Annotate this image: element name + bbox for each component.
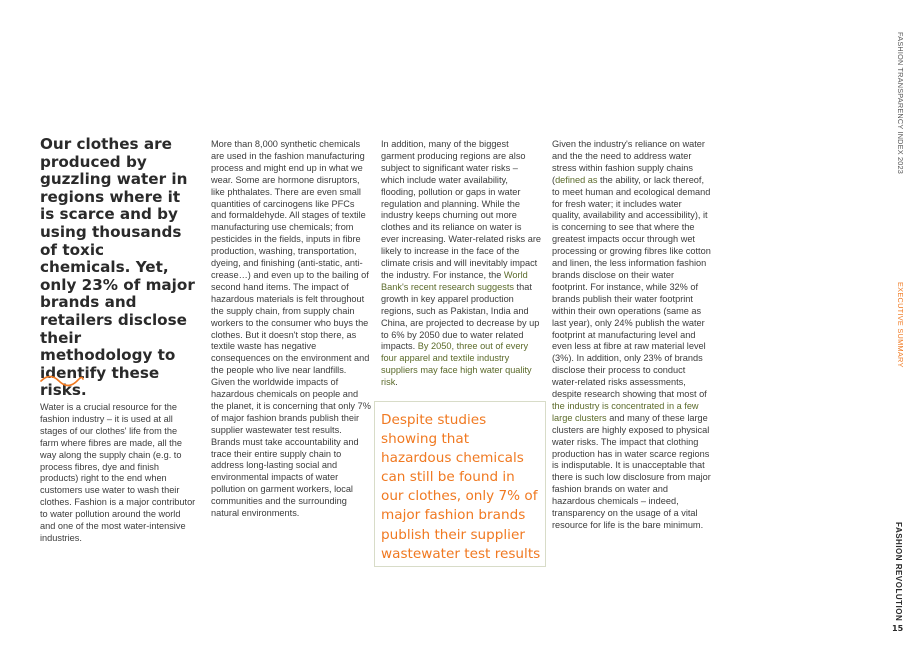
body-column-2 xyxy=(381,139,541,389)
column1-text: More than 8,000 synthetic chemicals are used in the fashion manufacturing process and might end up in what we wear. Some are hormone disruptors, like phthalates. There are even small quantities of carcinogens like PFCs and formaldehyde. All stages of textile manufacturing use chemicals; from pesticides in the fields, inputs in fibre production, washing, transportation, dyeing, and finishing (anti-static, anti-crease…) and even up to the bailing of second hand items. The impact of hazardous materials is felt throughout the supply chain, from supply chain workers to the consumer who buys the clothes. But it doesn't stop there, as textile waste has negative consequences on the environment and the people who live near landfills. Given the worldwide impacts of hazardous chemicals on people and the planet, it is concerning that only 7% of major fashion brands publish their supplier wastewater test results. Brands must take accountability and trace their entire supply chain to address long-lasting social and environmental impacts of water pollution on garment workers, local communities and the surrounding natural environments. xyxy=(211,139,371,519)
column2-text-b: that growth in key apparel production regions, such as Pakistan, India and China, are projected to decrease by up to 6% by 2050 due to water related impacts. xyxy=(381,281,540,352)
brand-name: FASHION REVOLUTION xyxy=(894,522,903,622)
water-risk-2050-link[interactable]: By 2050, three out of every four apparel and textile industry suppliers may face high water quality risk xyxy=(381,341,532,388)
world-bank-research-link[interactable]: World Bank's recent research suggests xyxy=(381,269,528,292)
report-title: FASHION TRANSPARENCY INDEX 2023 xyxy=(896,32,905,175)
intro-headline: Our clothes are produced by guzzling water in regions where it is scarce and by using thousands of toxic chemicals. Yet, only 23% of major brands and retailers disclose their methodology to identify these risks. xyxy=(40,135,195,400)
column3-text-a: Given the industry's reliance on water and the the need to address water stress within fashion supply chains ( xyxy=(552,139,705,185)
column3-paragraph xyxy=(552,139,712,532)
column2-paragraph xyxy=(381,139,541,389)
pull-quote-box xyxy=(374,401,546,567)
column2-text-c: . xyxy=(395,377,398,388)
industry-clusters-link[interactable]: the industry is concentrated in a few large clusters xyxy=(552,400,699,423)
defined-as-link[interactable]: defined as xyxy=(555,174,598,185)
body-column-3 xyxy=(552,139,712,532)
page-number: 15 xyxy=(892,624,904,633)
body-column-1 xyxy=(211,139,371,520)
intro-paragraph: Water is a crucial resource for the fashion industry – it is used at all stages of our clothes' life from the farm where fibres are made, all the way along the supply chain (e.g. to process fibres, dye and finish products) right to the end when customers use water to wash their clothes. Fashion is a major contributor to water pollution around the world and one of the most water-intensive industries. xyxy=(40,402,196,543)
wave-squiggle-icon xyxy=(40,374,84,388)
section-label: EXECUTIVE SUMMARY xyxy=(896,282,905,368)
column3-text-c: and many of these large clusters are highly exposed to physical water risks. The impact that clothing production has in water scarce regions is indisputable. It is unacceptable that there is such low disclosure from major fashion brands on water and hazardous chemicals – indeed, transparency on the usage of a vital resource for life is the bare minimum. xyxy=(552,412,711,530)
column2-text-a: In addition, many of the biggest garment producing regions are also subject to significant water risks – which include water availability, flooding, pollution or gaps in water regulation and planning. While the industry keeps churning out more clothes and its reliance on water is ever increasing. Water-related risks are likely to increase in the face of the climate crisis and will inevitably impact the industry. For instance, the xyxy=(381,139,541,280)
pull-quote-text: Despite studies showing that hazardous chemicals can still be found in our clothes, only 7% of major fashion brands publish their supplier wastewater test results xyxy=(381,412,541,562)
column3-text-b: the ability, or lack thereof, to meet human and ecological demand for fresh water; it includes water quality, availability and accessibility), it is concerning to see that where the greatest impacts occur through wet processing or growing fibres like cotton and linen, the less information fashion brands disclose on their water footprint. For instance, while 32% of brands publish their water footprint within their own operations (same as last year), only 24% publish the water footprint at manufacturing level and even less at fibre at raw material level (3%). In addition, only 23% of brands disclose their process to conduct water-related risks assessments, despite research showing that most of xyxy=(552,174,711,400)
